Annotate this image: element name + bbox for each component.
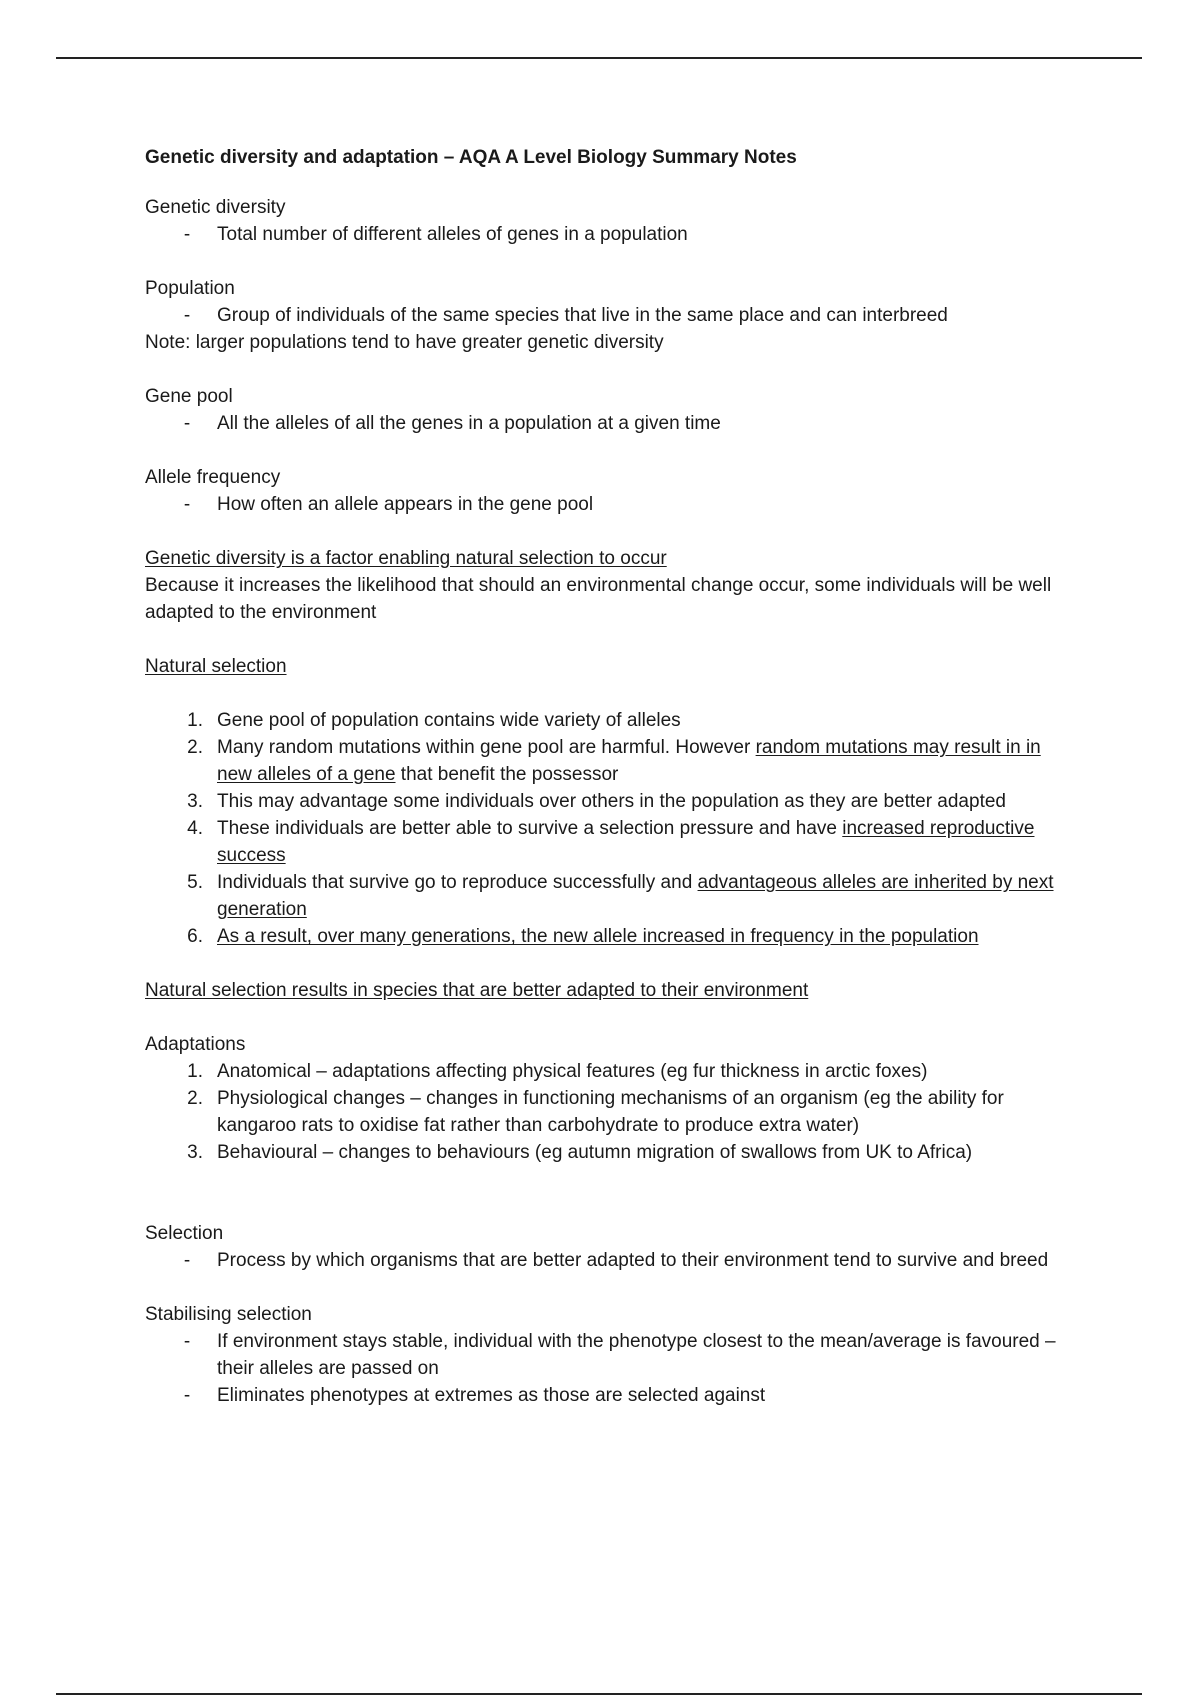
factor-heading: Genetic diversity is a factor enabling natural selection to occur <box>145 548 667 569</box>
list-item: 2. Physiological changes – changes in functioning mechanisms of an organism (eg the ability for kangaroo rats to oxidise fat rather than carbohydrate to produce extra water) <box>145 1085 1065 1139</box>
population-list <box>145 302 1065 329</box>
dash-bullet: - <box>183 1385 191 1406</box>
step-number: 3. <box>187 791 203 812</box>
step-number: 2. <box>187 737 203 758</box>
gene-pool-heading: Gene pool <box>145 386 233 407</box>
list-item: - All the alleles of all the genes in a population at a given time <box>145 410 1065 437</box>
bottom-page-rule <box>56 1693 1142 1695</box>
population-heading: Population <box>145 278 235 299</box>
adaptations-list <box>145 1058 1065 1166</box>
list-item: - If environment stays stable, individual with the phenotype closest to the mean/average is favoured – their alleles are passed on <box>145 1328 1065 1382</box>
natural-selection-result-section <box>145 977 1065 1004</box>
allele-frequency-section <box>145 464 1065 518</box>
allele-frequency-list <box>145 491 1065 518</box>
selection-section <box>145 1220 1065 1274</box>
item-number: 2. <box>187 1088 203 1109</box>
step-number: 1. <box>187 710 203 731</box>
natural-selection-section <box>145 653 1065 950</box>
list-item: 5. Individuals that survive go to reproduce successfully and advantageous alleles are inherited by next generation <box>145 869 1065 923</box>
factor-text: Because it increases the likelihood that should an environmental change occur, some individuals will be well adapted to the environment <box>145 575 1052 623</box>
list-item: - Total number of different alleles of genes in a population <box>145 221 1065 248</box>
item-number: 3. <box>187 1142 203 1163</box>
selection-heading: Selection <box>145 1223 224 1244</box>
step-number: 4. <box>187 818 203 839</box>
adaptations-section <box>145 1031 1065 1166</box>
list-item: 6. As a result, over many generations, the new allele increased in frequency in the population <box>145 923 1065 950</box>
stabilising-selection-section <box>145 1301 1065 1409</box>
population-note: Note: larger populations tend to have greater genetic diversity <box>145 332 664 353</box>
dash-bullet: - <box>183 224 191 245</box>
adaptations-heading: Adaptations <box>145 1034 246 1055</box>
genetic-diversity-section <box>145 194 1065 248</box>
selection-list <box>145 1247 1065 1274</box>
stabilising-selection-heading: Stabilising selection <box>145 1304 312 1325</box>
dash-bullet: - <box>183 413 191 434</box>
natural-selection-heading: Natural selection <box>145 656 287 677</box>
list-item: - Process by which organisms that are better adapted to their environment tend to survive and breed <box>145 1247 1065 1274</box>
list-item: 3. Behavioural – changes to behaviours (eg autumn migration of swallows from UK to Africa) <box>145 1139 1065 1166</box>
list-item: - Eliminates phenotypes at extremes as those are selected against <box>145 1382 1065 1409</box>
step-number: 5. <box>187 872 203 893</box>
genetic-diversity-list <box>145 221 1065 248</box>
item-number: 1. <box>187 1061 203 1082</box>
dash-bullet: - <box>183 494 191 515</box>
population-section <box>145 275 1065 356</box>
step-number: 6. <box>187 926 203 947</box>
list-item: 2. Many random mutations within gene pool are harmful. However random mutations may result in in new alleles of a gene that benefit the possessor <box>145 734 1065 788</box>
list-item: 3. This may advantage some individuals over others in the population as they are better adapted <box>145 788 1065 815</box>
dash-bullet: - <box>183 1250 191 1271</box>
list-item: - How often an allele appears in the gene pool <box>145 491 1065 518</box>
factor-section <box>145 545 1065 626</box>
gene-pool-list <box>145 410 1065 437</box>
dash-bullet: - <box>183 305 191 326</box>
list-item: 1. Anatomical – adaptations affecting physical features (eg fur thickness in arctic foxes) <box>145 1058 1065 1085</box>
dash-bullet: - <box>183 1331 191 1352</box>
top-page-rule <box>56 57 1142 59</box>
gene-pool-section <box>145 383 1065 437</box>
list-item: 4. These individuals are better able to survive a selection pressure and have increased reproductive success <box>145 815 1065 869</box>
document-title: Genetic diversity and adaptation – AQA A Level Biology Summary Notes <box>145 147 797 168</box>
document-page <box>145 144 1065 1436</box>
natural-selection-steps <box>145 707 1065 950</box>
genetic-diversity-heading: Genetic diversity <box>145 197 286 218</box>
stabilising-selection-list <box>145 1328 1065 1409</box>
list-item: - Group of individuals of the same species that live in the same place and can interbreed <box>145 302 1065 329</box>
allele-frequency-heading: Allele frequency <box>145 467 281 488</box>
natural-selection-result: Natural selection results in species that are better adapted to their environment <box>145 980 809 1001</box>
list-item: 1. Gene pool of population contains wide variety of alleles <box>145 707 1065 734</box>
